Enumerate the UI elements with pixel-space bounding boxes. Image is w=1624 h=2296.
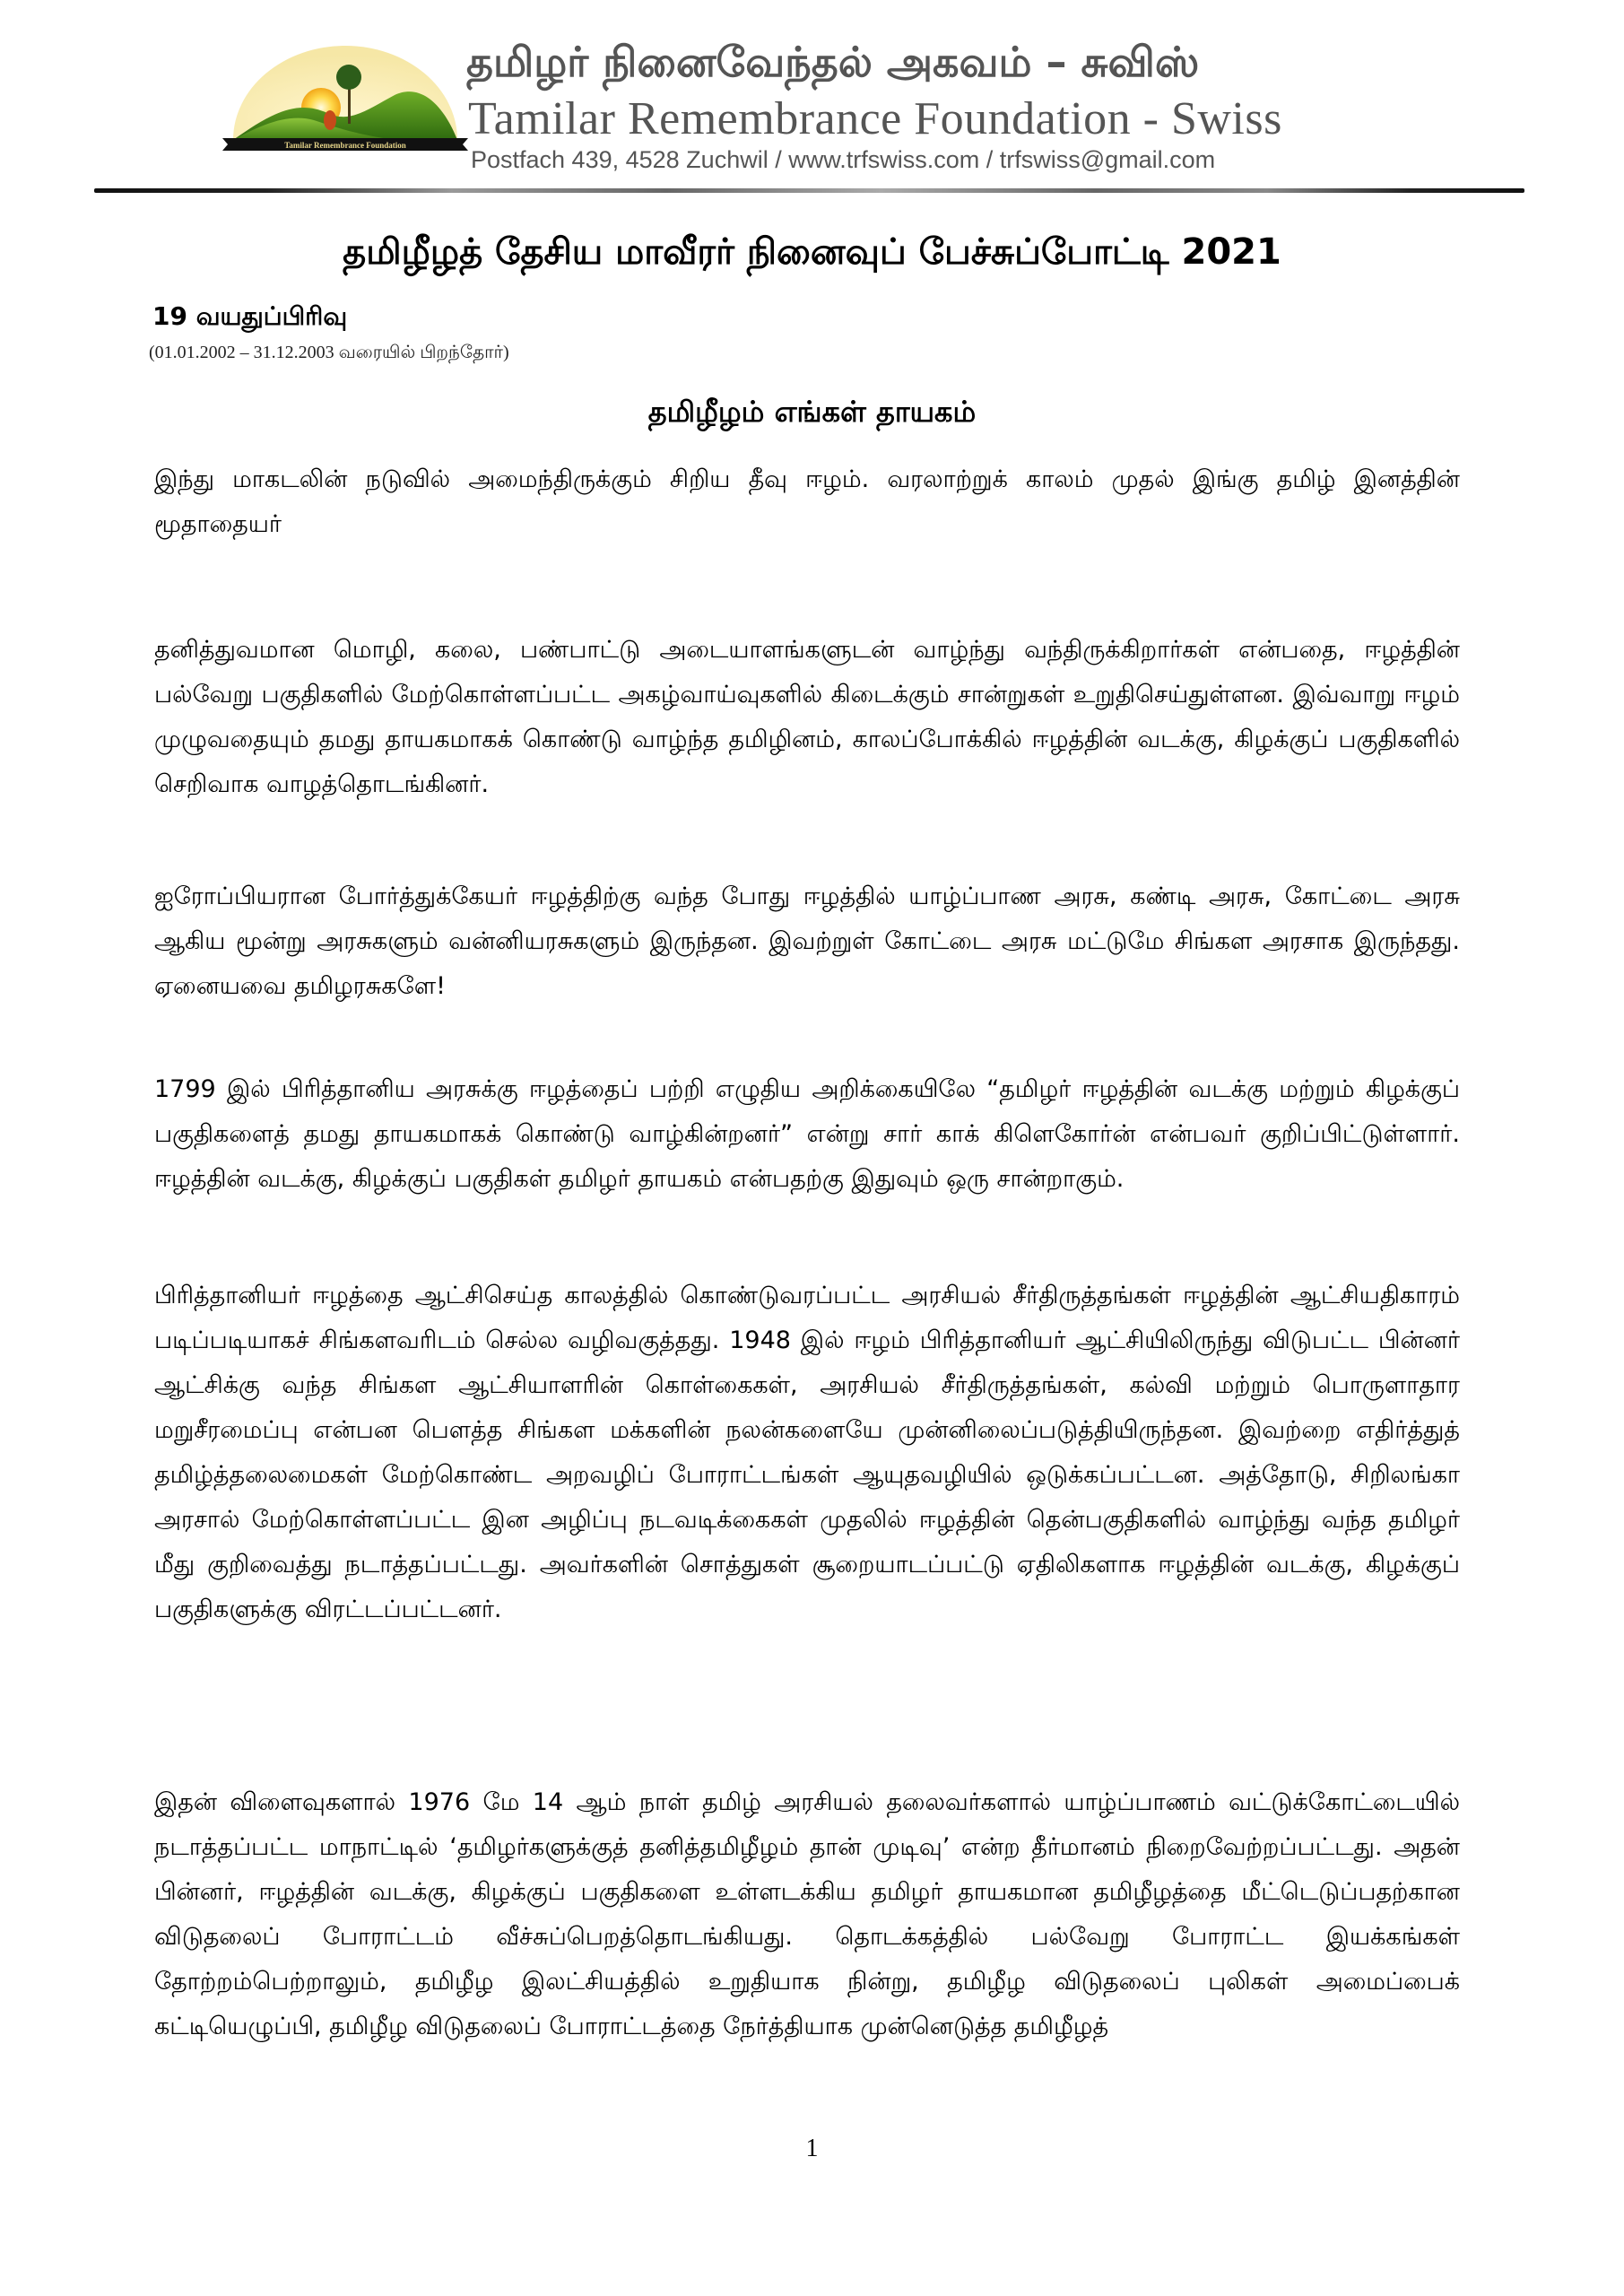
paragraph-text: தனித்துவமான மொழி, கலை, பண்பாட்டு அடையாளங்களுடன் வாழ்ந்து வந்திருக்கிறார்கள் என்பதை, ஈழத்தின் பல்வேறு பகுதிகளில் மேற்கொள்ளப்பட்ட அகழ்வாய்வுகளில் கிடைக்கும் சான்றுகள் உறுதிசெய்துள்ளன. இவ்வாறு ஈழம் முழுவதையும் தமது தாயகமாகக் கொண்டு வாழ்ந்த தமிழினம், காலப்போக்கில் ஈழத்தின் வடக்கு, கிழக்குப் பகுதிகளில் செறிவாக வாழத்தொடங்கினர். — [154, 636, 1460, 798]
paragraph-5 — [154, 1274, 1460, 1632]
paragraph-text: இதன் விளைவுகளால் 1976 மே 14 ஆம் நாள் தமிழ் அரசியல் தலைவர்களால் யாழ்ப்பாணம் வட்டுக்கோட்டையில் நடாத்தப்பட்ட மாநாட்டில் ‘தமிழர்களுக்குத் தனித்தமிழீழம் தான் முடிவு’ என்ற தீர்மானம் நிறைவேற்றப்பட்டது. அதன் பின்னர், ஈழத்தின் வடக்கு, கிழக்குப் பகுதிகளை உள்ளடக்கிய தமிழர் தாயகமான தமிழீழத்தை மீட்டெடுப்பதற்கான விடுதலைப் போராட்டம் வீச்சுப்பெறத்தொடங்கியது. தொடக்கத்தில் பல்வேறு போராட்ட இயக்கங்கள் தோற்றம்பெற்றாலும், தமிழீழ இலட்சியத்தில் உறுதியாக நின்று, தமிழீழ விடுதலைப் புலிகள் அமைப்பைக் கட்டியெழுப்பி, தமிழீழ விடுதலைப் போராட்டத்தை நேர்த்தியாக முன்னெடுத்த தமிழீழத் — [154, 1788, 1460, 2040]
age-category: 19 வயதுப்பிரிவு — [152, 301, 348, 331]
paragraph-text: பிரித்தானியர் ஈழத்தை ஆட்சிசெய்த காலத்தில் கொண்டுவரப்பட்ட அரசியல் சீர்திருத்தங்கள் ஈழத்தின் ஆட்சியதிகாரம் படிப்படியாகச் சிங்களவரிடம் செல்ல வழிவகுத்தது. 1948 இல் ஈழம் பிரித்தானியர் ஆட்சியிலிருந்து விடுபட்ட பின்னர் ஆட்சிக்கு வந்த சிங்கள ஆட்சியாளரின் கொள்கைகள், அரசியல் சீர்திருத்தங்கள், கல்வி மற்றும் பொருளாதார மறுசீரமைப்பு என்பன பௌத்த சிங்கள மக்களின் நலன்களையே முன்னிலைப்படுத்தியிருந்தன. இவற்றை எதிர்த்துத் தமிழ்த்தலைமைகள் மேற்கொண்ட அறவழிப் போராட்டங்கள் ஆயுதவழியில் ஒடுக்கப்பட்டன. அத்தோடு, சிறிலங்கா அரசால் மேற்கொள்ளப்பட்ட இன அழிப்பு நடவடிக்கைகள் முதலில் ஈழத்தின் தென்பகுதிகளில் வாழ்ந்து வந்த தமிழர் மீது குறிவைத்து நடாத்தப்பட்டது. அவர்களின் சொத்துகள் சூறையாடப்பட்டு ஏதிலிகளாக ஈழத்தின் வடக்கு, கிழக்குப் பகுதிகளுக்கு விரட்டப்பட்டனர். — [154, 1282, 1460, 1623]
paragraph-1 — [154, 457, 1460, 547]
paragraph-4 — [154, 1067, 1460, 1202]
letterhead — [0, 0, 1624, 206]
essay-title: தமிழீழம் எங்கள் தாயகம் — [647, 395, 977, 429]
paragraph-3 — [154, 874, 1460, 1009]
paragraph-text: ஐரோப்பியரான போர்த்துக்கேயர் ஈழத்திற்கு வந்த போது ஈழத்தில் யாழ்ப்பாண அரசு, கண்டி அரசு, கோட்டை அரசு ஆகிய மூன்று அரசுகளும் வன்னியரசுகளும் இருந்தன. இவற்றுள் கோட்டை அரசு மட்டுமே சிங்கள அரசாக இருந்தது. ஏனையவை தமிழரசுகளே! — [154, 883, 1460, 1000]
org-name-english: Tamilar Remembrance Foundation - Swiss — [468, 93, 1282, 144]
paragraph-text: இந்து மாகடலின் நடுவில் அமைந்திருக்கும் சிறிய தீவு ஈழம். வரலாற்றுக் காலம் முதல் இங்கு தமிழ் இனத்தின் மூதாதையர் — [154, 465, 1460, 538]
header-divider — [94, 188, 1524, 193]
paragraph-text: 1799 இல் பிரித்தானிய அரசுக்கு ஈழத்தைப் பற்றி எழுதிய அறிக்கையிலே “தமிழர் ஈழத்தின் வடக்கு மற்றும் கிழக்குப் பகுதிகளைத் தமது தாயகமாகக் கொண்டு வாழ்கின்றனர்” என்று சார் காக் கிளெகோர்ன் என்பவர் குறிப்பிட்டுள்ளார். ஈழத்தின் வடக்கு, கிழக்குப் பகுதிகள் தமிழர் தாயகம் என்பதற்கு இதுவும் ஒரு சான்றாகும். — [154, 1075, 1460, 1193]
paragraph-2 — [154, 628, 1460, 807]
paragraph-6 — [154, 1780, 1460, 2049]
age-range: (01.01.2002 – 31.12.2003 வரையில் பிறந்தோர்) — [149, 343, 509, 362]
page-number: 1 — [805, 2135, 819, 2162]
foundation-logo-icon — [215, 43, 475, 160]
logo-banner-text: Tamilar Remembrance Foundation — [284, 141, 406, 150]
org-name-tamil: தமிழர் நினைவேந்தல் அகவம் – சுவிஸ் — [466, 38, 1200, 86]
org-address: Postfach 439, 4528 Zuchwil / www.trfswiss.com / trfswiss@gmail.com — [471, 146, 1216, 173]
document-title: தமிழீழத் தேசிய மாவீரர் நினைவுப் பேச்சுப்போட்டி 2021 — [343, 231, 1281, 273]
